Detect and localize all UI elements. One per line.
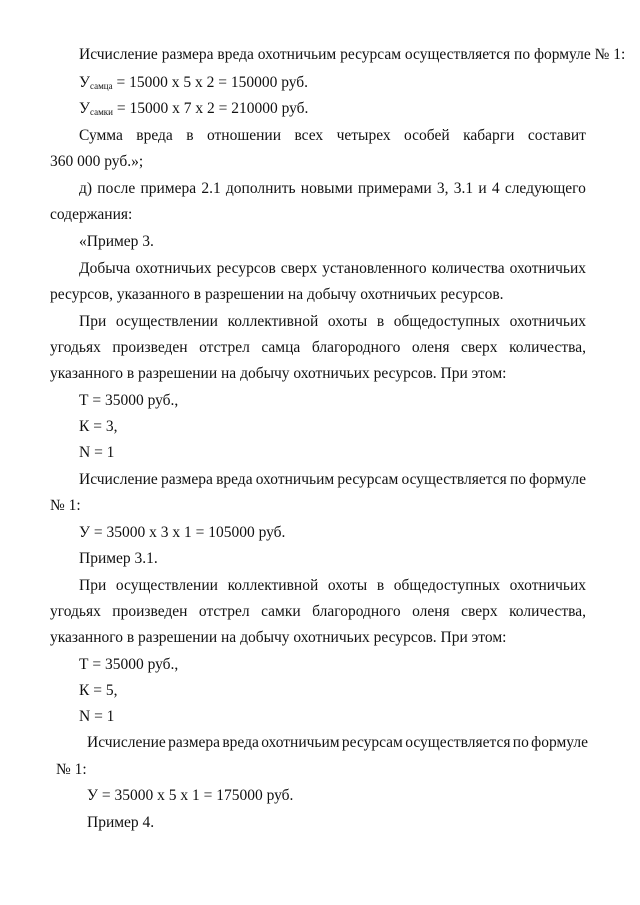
word: произведен [112,603,188,620]
example-3-paragraph-1-end: ресурсов, указанного в разрешении на добычу охотничьих ресурсов. [50,286,504,303]
word: охотничьих [135,260,212,277]
word: ресурсам [341,734,403,751]
example-3-1-paragraph-line-1 [79,577,586,595]
word: составит [527,127,586,144]
total-sum-line [79,127,586,145]
word: ресурсов [216,260,276,277]
example-3-paragraph-2-end: указанного в разрешении на добычу охотничьих ресурсов. При этом: [50,365,507,382]
word: сверх [461,603,498,620]
word: размера [168,734,221,751]
word: общедоступных [393,313,501,330]
word: коллективной [227,577,319,594]
word: самки [261,603,301,620]
word: вреда [222,734,259,751]
example-3-1-t-value: Т = 35000 руб., [79,656,179,673]
example-3-1-formula-end: № 1: [56,761,87,778]
formula-intro-line: Исчисление размера вреда охотничьим ресурсам осуществляется по формуле № 1: [79,46,626,63]
word: после [97,180,136,197]
word: всех [294,127,324,144]
word: осуществлении [115,577,218,594]
word: ресурсам [337,471,399,488]
word: оленя [411,339,450,356]
equation-subscript: самца [89,81,113,91]
word: При [79,313,107,330]
example-3-1-paragraph-line-2 [50,603,586,621]
word: 3.1 [453,180,474,197]
item-d-line-end: содержания: [50,206,133,223]
example-3-1-n-value: N = 1 [79,708,115,725]
word: отношении [206,127,282,144]
word: общедоступных [393,577,501,594]
word: отстрел [198,603,250,620]
example-4-title: Пример 4. [87,814,155,831]
equation-male [79,74,308,92]
word: осуществляется [405,734,511,751]
word: самца [261,339,301,356]
example-3-formula-line [79,471,586,489]
word: примерами [357,180,432,197]
word: сверх [461,339,498,356]
word: особей [404,127,450,144]
word: 4 [491,180,500,197]
example-3-result: У = 35000 х 3 х 1 = 105000 руб. [79,524,286,541]
word: благородного [312,603,401,620]
word: следующего [504,180,586,197]
word: охотничьим [261,734,340,751]
word: примера [140,180,197,197]
word: кабарги [463,127,515,144]
word: размера [161,471,213,488]
word: 3, [436,180,449,197]
word: и [478,180,487,197]
word: 2.1 [201,180,221,197]
example-3-k-value: К = 3, [79,418,118,435]
word: дополнить [225,180,296,197]
word: д) [79,180,93,197]
word: новыми [300,180,353,197]
word: Добыча [79,260,131,277]
word: угодьях [50,339,101,356]
example-3-paragraph-2-line-2 [50,339,586,357]
word: коллективной [227,313,319,330]
word: количества, [509,339,586,356]
word: вреда [216,471,253,488]
word: установленного [322,260,427,277]
equation-symbol: У [79,100,90,117]
example-3-1-paragraph-end: указанного в разрешении на добычу охотничьих ресурсов. При этом: [50,629,507,646]
word: четырех [336,127,391,144]
item-d-line [79,180,586,198]
example-3-t-value: Т = 35000 руб., [79,392,179,409]
example-3-paragraph-2-line-1 [79,313,586,331]
word: количества [431,260,505,277]
word: количества, [509,603,586,620]
word: по [512,734,529,751]
word: оленя [412,603,450,620]
example-3-n-value: N = 1 [79,444,115,461]
total-sum-line-end: 360 000 руб.»; [50,153,144,170]
word: При [79,577,107,594]
example-3-1-formula-line [87,734,588,752]
word: Исчисление [79,471,158,488]
word: охоты [327,313,368,330]
equation-expression: = 15000 х 7 х 2 = 210000 руб. [112,100,309,117]
example-3-paragraph-1-line-1 [79,260,586,278]
word: произведен [112,339,188,356]
word: охотничьих [509,577,586,594]
word: охотничьих [509,260,586,277]
example-3-1-title: Пример 3.1. [79,550,158,567]
word: охоты [327,577,368,594]
equation-symbol: У [79,74,90,91]
word: вреда [136,127,173,144]
word: осуществляется [401,471,507,488]
word: благородного [311,339,401,356]
example-3-1-k-value: К = 5, [79,682,118,699]
example-3-title: «Пример 3. [79,233,154,250]
word: Сумма [79,127,123,144]
word: Исчисление [87,734,166,751]
word: охотничьим [255,471,335,488]
equation-expression: = 15000 х 5 х 2 = 150000 руб. [112,74,309,91]
word: в [376,313,385,330]
word: осуществлении [115,313,218,330]
word: сверх [280,260,318,277]
example-3-1-result: У = 35000 х 5 х 1 = 175000 руб. [87,787,294,804]
equation-female [79,100,308,118]
word: в [186,127,194,144]
word: формуле [529,471,586,488]
word: по [509,471,526,488]
word: отстрел [199,339,250,356]
word: угодьях [50,603,101,620]
equation-subscript: самки [89,107,113,117]
word: в [376,577,385,594]
example-3-formula-end: № 1: [50,497,81,514]
word: охотничьих [509,313,586,330]
word: формуле [531,734,588,751]
